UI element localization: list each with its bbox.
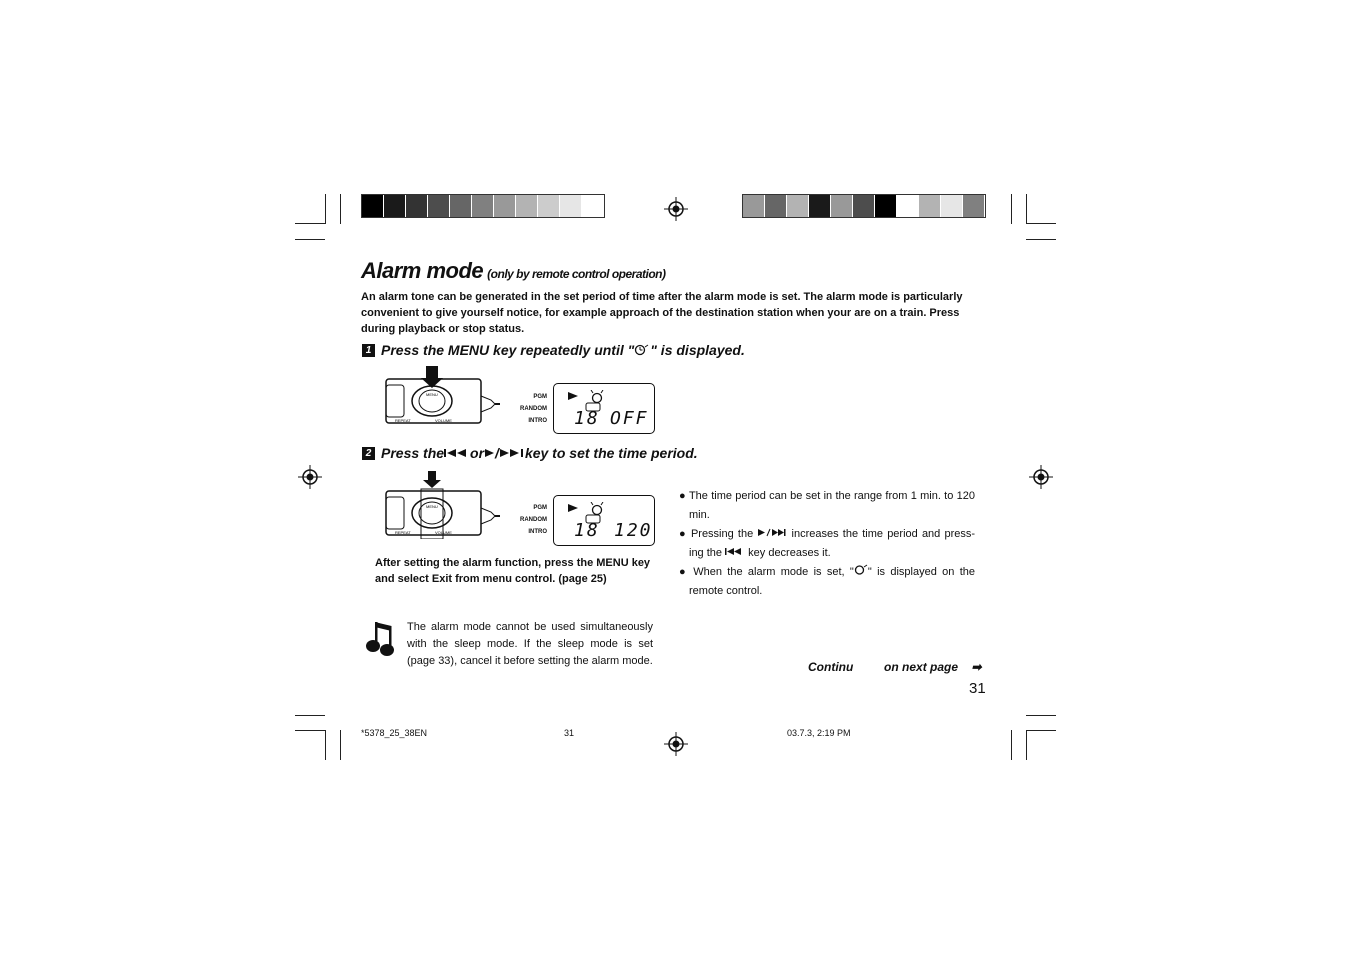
continue-indicator xyxy=(808,660,981,674)
color-swatch xyxy=(875,195,897,217)
footer-page: 31 xyxy=(564,728,575,738)
alarm-icon xyxy=(634,344,650,356)
color-swatch xyxy=(516,195,538,217)
lcd-label-pgm: PGM xyxy=(533,505,547,511)
lcd-track-number: 18 xyxy=(574,520,600,541)
color-swatch xyxy=(406,195,428,217)
title-subtitle: (only by remote control operation) xyxy=(487,267,666,281)
color-swatch xyxy=(472,195,494,217)
svg-text:VOLUME: VOLUME xyxy=(435,530,452,535)
registration-mark-bottom xyxy=(664,732,688,756)
color-swatch xyxy=(809,195,831,217)
color-swatch xyxy=(941,195,963,217)
continue-left: Continu xyxy=(808,660,854,674)
previous-track-icon xyxy=(725,547,745,556)
lcd-label-random: RANDOM xyxy=(520,517,547,523)
step-number: 2 xyxy=(362,447,375,460)
svg-text:MENU: MENU xyxy=(426,392,438,397)
remote-control-illustration-2 xyxy=(385,471,500,539)
step-2-text-mid1: or xyxy=(470,445,485,461)
list-item: ● Pressing the increases the time period and press-ing the key decreases it. xyxy=(679,528,976,559)
color-swatch xyxy=(787,195,809,217)
lcd-label-intro: INTRO xyxy=(528,529,547,535)
lcd-label-pgm: PGM xyxy=(533,394,547,400)
music-note-icon xyxy=(365,620,401,656)
color-swatch xyxy=(765,195,787,217)
color-swatch xyxy=(582,195,604,217)
next-track-icon xyxy=(499,448,525,458)
color-swatch xyxy=(743,195,765,217)
svg-text:REPEAT: REPEAT xyxy=(395,530,411,535)
step-1-heading xyxy=(362,342,745,358)
bullet-2-pre: Pressing the xyxy=(690,528,758,540)
color-swatch xyxy=(919,195,941,217)
title-text: Alarm mode xyxy=(361,258,484,283)
bullet-2-post: key decreases it. xyxy=(745,547,831,559)
step-2-heading xyxy=(362,445,698,461)
step-2-text-pre: Press the xyxy=(381,445,445,461)
intro-paragraph: An alarm tone can be generated in the set period of time after the alarm mode is set. The alarm mode is particularly convenient to give yourself notice, for example approach of the destination station when your are on a train. Press during playback or stop status. xyxy=(361,291,963,335)
lcd-label-intro: INTRO xyxy=(528,418,547,424)
lcd-track-number: 18 xyxy=(574,408,600,429)
svg-text:VOLUME: VOLUME xyxy=(435,418,452,423)
bullet-2-mid: increases the time period and press-ing the xyxy=(689,528,976,559)
lcd-value: 120 xyxy=(614,520,653,541)
color-swatch xyxy=(853,195,875,217)
alarm-icon xyxy=(854,564,868,575)
color-swatch xyxy=(494,195,516,217)
color-swatch xyxy=(963,195,985,217)
step-2-text-post: key to set the time period. xyxy=(524,445,698,461)
bullet-3-post: " is displayed on the remote control. xyxy=(689,566,976,597)
step-2-text-mid2: / xyxy=(495,445,499,461)
color-swatch xyxy=(538,195,560,217)
footer-date: 03.7.3, 2:19 PM xyxy=(787,728,851,738)
registration-mark-top xyxy=(664,197,688,221)
color-swatch xyxy=(450,195,472,217)
step-1-text-post: " is displayed. xyxy=(650,342,745,358)
lcd-value: OFF xyxy=(610,408,649,429)
step-2-caption: After setting the alarm function, press the MENU key and select Exit from menu control. (page 25) xyxy=(375,557,651,585)
color-swatch xyxy=(831,195,853,217)
svg-text:MENU: MENU xyxy=(426,504,438,509)
registration-mark-left xyxy=(298,465,322,489)
color-swatch xyxy=(384,195,406,217)
footer-file: *5378_25_38EN xyxy=(361,728,428,738)
note-text: The alarm mode cannot be used simultaneously with the sleep mode. If the sleep mode is set (page 33), cancel it before setting the alarm mode. xyxy=(407,621,653,667)
previous-track-icon xyxy=(444,448,470,458)
continue-right: on next page xyxy=(884,660,959,674)
step-number: 1 xyxy=(362,344,375,357)
page-number: 31 xyxy=(969,680,986,697)
color-swatch xyxy=(362,195,384,217)
bullet-list xyxy=(679,487,975,601)
bullet-3-pre: When the alarm mode is set, " xyxy=(693,566,854,578)
registration-mark-right xyxy=(1029,465,1053,489)
color-bar-right xyxy=(742,194,986,218)
bullet-1-text: The time period can be set in the range from 1 min. to 120 min. xyxy=(688,490,975,521)
color-bar-left xyxy=(361,194,605,218)
lcd-label-random: RANDOM xyxy=(520,406,547,412)
play-next-icon xyxy=(757,528,787,537)
page-title xyxy=(361,258,666,284)
remote-control-illustration-1 xyxy=(385,366,500,428)
color-swatch xyxy=(560,195,582,217)
color-swatch xyxy=(897,195,919,217)
list-item: ● When the alarm mode is set, " " is displayed on the remote control. xyxy=(679,566,976,597)
step-1-text-pre: Press the MENU key repeatedly until " xyxy=(381,342,635,358)
color-swatch xyxy=(428,195,450,217)
svg-text:REPEAT: REPEAT xyxy=(395,418,411,423)
list-item: ● The time period can be set in the range from 1 min. to 120 min. xyxy=(679,490,975,521)
play-icon xyxy=(484,448,495,458)
arrow-right-icon: ➡ xyxy=(971,660,982,674)
